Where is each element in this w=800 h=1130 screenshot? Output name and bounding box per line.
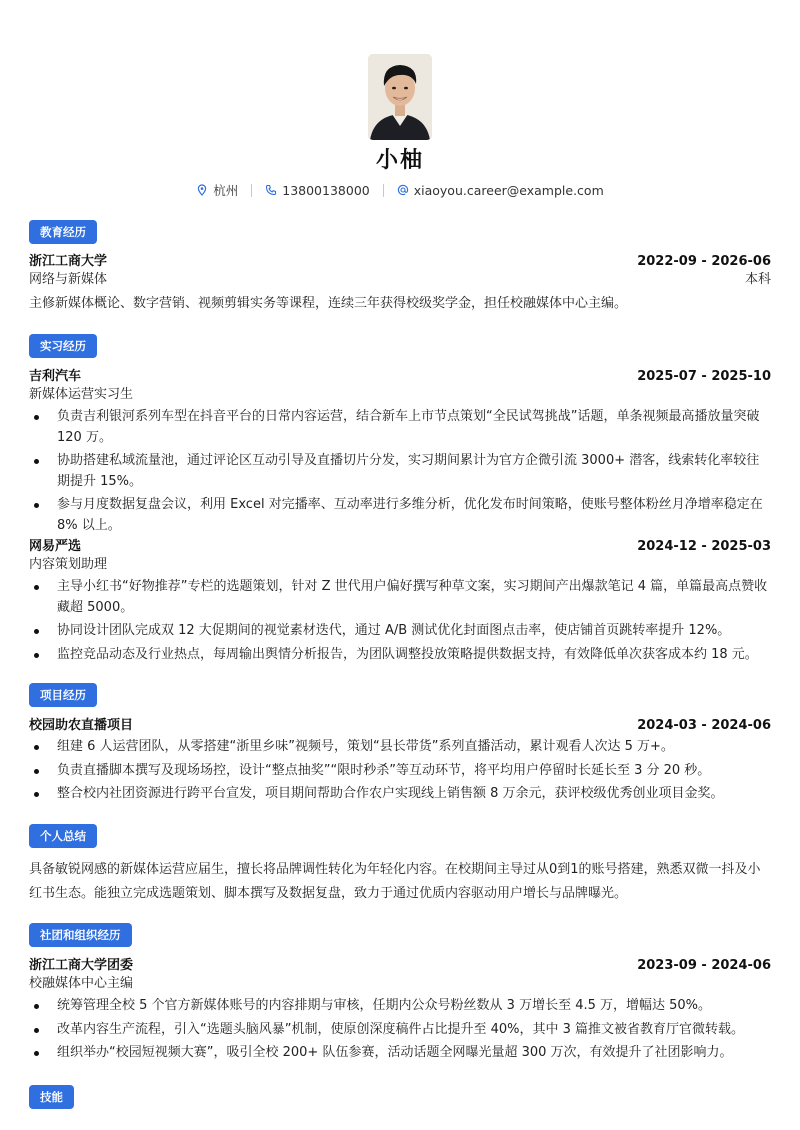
summary-text: 具备敏锐网感的新媒体运营应届生，擅长将品牌调性转化为年轻化内容。在校期间主导过从0到1的账号搭建，熟悉双微一抖及小红书生态。能独立完成选题策划、脚本撰写及数据复盘，致力于通过优质内容驱动用户增长与品牌曝光。 bbox=[29, 862, 761, 901]
contact-bar bbox=[29, 180, 771, 200]
contact-divider bbox=[251, 184, 252, 197]
email-icon bbox=[397, 184, 409, 196]
list-item: 负责吉利银河系列车型在抖音平台的日常内容运营，结合新车上市节点策划“全民试驾挑战”话题，单条视频最高播放量突破 120 万。 bbox=[29, 407, 771, 448]
list-item: 组织举办“校园短视频大赛”，吸引全校 200+ 队伍参赛，活动话题全网曝光量超 300 万次，有效提升了社团影响力。 bbox=[29, 1043, 771, 1064]
education-degree: 本科 bbox=[744, 272, 771, 287]
club-role: 校融媒体中心主编 bbox=[29, 976, 134, 991]
internship-dates: 2024-12 - 2025-03 bbox=[637, 539, 771, 554]
education-school: 浙江工商大学 bbox=[29, 254, 108, 269]
club-org: 浙江工商大学团委 bbox=[29, 958, 134, 973]
club-section bbox=[29, 923, 771, 1067]
list-item: 协助搭建私域流量池，通过评论区互动引导及直播切片分发，实习期间累计为官方企微引流 3000+ 潜客，线索转化率较往期提升 15%。 bbox=[29, 451, 771, 492]
section-label-education: 教育经历 bbox=[29, 220, 97, 244]
internship-item bbox=[29, 538, 771, 668]
project-dates: 2024-03 - 2024-06 bbox=[637, 718, 771, 733]
list-item: 参与月度数据复盘会议，利用 Excel 对完播率、互动率进行多维分析，优化发布时间策略，使账号整体粉丝月净增率稳定在 8% 以上。 bbox=[29, 495, 771, 536]
avatar bbox=[368, 54, 432, 140]
section-label-project: 项目经历 bbox=[29, 683, 97, 707]
education-description: 主修新媒体概论、数字营销、视频剪辑实务等课程，连续三年获得校级奖学金，担任校融媒体中心主编。 bbox=[29, 296, 628, 311]
contact-location bbox=[196, 181, 238, 199]
section-label-club: 社团和组织经历 bbox=[29, 923, 132, 947]
list-item: 整合校内社团资源进行跨平台宣发，项目期间帮助合作农户实现线上销售额 8 万余元，获评校级优秀创业项目金奖。 bbox=[29, 784, 771, 805]
internship-item bbox=[29, 368, 771, 536]
internship-dates: 2025-07 - 2025-10 bbox=[637, 369, 771, 384]
summary-section bbox=[29, 824, 771, 906]
list-item: 组建 6 人运营团队，从零搭建“浙里乡味”视频号，策划“县长带货”系列直播活动，累计观看人次达 5 万+。 bbox=[29, 737, 771, 758]
contact-email-text: xiaoyou.career@example.com bbox=[413, 182, 604, 198]
phone-icon bbox=[265, 184, 277, 196]
section-label-summary: 个人总结 bbox=[29, 824, 97, 848]
project-name: 校园助农直播项目 bbox=[29, 718, 134, 733]
internship-org: 网易严选 bbox=[29, 539, 82, 554]
skills-section bbox=[29, 1085, 771, 1109]
resume-header bbox=[29, 0, 771, 200]
project-section bbox=[29, 683, 771, 808]
section-label-skills: 技能 bbox=[29, 1085, 74, 1109]
location-pin-icon bbox=[196, 184, 208, 196]
section-label-internship: 实习经历 bbox=[29, 334, 97, 358]
education-dates: 2022-09 - 2026-06 bbox=[637, 254, 771, 269]
list-item: 协同设计团队完成双 12 大促期间的视觉素材迭代，通过 A/B 测试优化封面图点击率，使店铺首页跳转率提升 12%。 bbox=[29, 621, 771, 642]
avatar-portrait bbox=[368, 54, 432, 140]
contact-divider bbox=[383, 184, 384, 197]
list-item: 主导小红书“好物推荐”专栏的选题策划，针对 Z 世代用户偏好撰写种草文案，实习期间产出爆款笔记 4 篇，单篇最高点赞收藏超 5000。 bbox=[29, 577, 771, 618]
internship-org: 吉利汽车 bbox=[29, 369, 82, 384]
internship-role: 内容策划助理 bbox=[29, 557, 108, 572]
contact-location-text: 杭州 bbox=[213, 183, 239, 198]
contact-email[interactable] bbox=[397, 183, 604, 198]
education-major: 网络与新媒体 bbox=[29, 272, 108, 287]
internship-role: 新媒体运营实习生 bbox=[29, 387, 134, 402]
club-dates: 2023-09 - 2024-06 bbox=[637, 958, 771, 973]
candidate-name: 小柚 bbox=[375, 148, 424, 173]
internship-section bbox=[29, 334, 771, 539]
education-section bbox=[29, 220, 771, 316]
contact-phone[interactable] bbox=[265, 183, 369, 198]
list-item: 改革内容生产流程，引入“选题头脑风暴”机制，使原创深度稿件占比提升至 40%，其中 3 篇推文被省教育厅官微转载。 bbox=[29, 1020, 771, 1041]
list-item: 统筹管理全校 5 个官方新媒体账号的内容排期与审核，任期内公众号粉丝数从 3 万增长至 4.5 万，增幅达 50%。 bbox=[29, 996, 771, 1017]
contact-phone-text: 13800138000 bbox=[282, 182, 370, 198]
list-item: 监控竞品动态及行业热点，每周输出舆情分析报告，为团队调整投放策略提供数据支持，有效降低单次获客成本约 18 元。 bbox=[29, 645, 771, 666]
list-item: 负责直播脚本撰写及现场场控，设计“整点抽奖”“限时秒杀”等互动环节，将平均用户停留时长延长至 3 分 20 秒。 bbox=[29, 761, 771, 782]
